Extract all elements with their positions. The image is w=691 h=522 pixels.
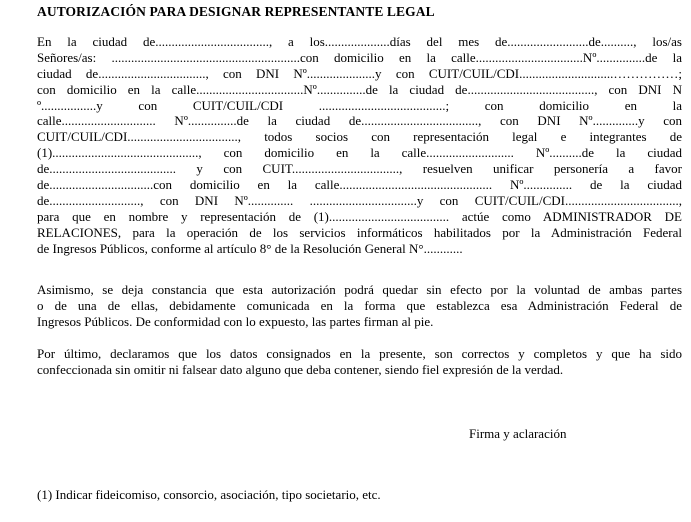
paragraph-line: de................................con domicilio en la calle............................................... Nº............... de la ciudad bbox=[37, 177, 682, 193]
signature-label: Firma y aclaración bbox=[469, 426, 567, 441]
paragraph-line: o de una de ellas, debidamente comunicada en la forma que establezca esa Administración Federal de bbox=[37, 297, 682, 313]
paragraph-line: En la ciudad de..................................., a los....................días del mes de.........................de.........., los/as bbox=[37, 34, 682, 49]
document-title: AUTORIZACIÓN PARA DESIGNAR REPRESENTANTE LEGAL bbox=[37, 4, 435, 19]
paragraph-line: CUIT/CUIL/CDI.................................., todos socios con representación legal e integrantes de bbox=[37, 129, 682, 145]
paragraph-line: calle............................. Nº...............de la ciudad de...................................., con DNI Nº..............y con bbox=[37, 113, 682, 129]
paragraph-line: Señores/as: ..........................................................con domicilio en la calle.................................Nº...............de la bbox=[37, 49, 682, 65]
paragraph-line: Por último, declaramos que los datos consignados en la presente, son correctos y completos y que ha sido bbox=[37, 346, 682, 361]
paragraph-line: Ingresos Públicos. De conformidad con lo expuesto, las partes firman al pie. bbox=[37, 313, 434, 329]
paragraph-line: º.................y con CUIT/CUIL/CDI .......................................; con domicilio en la bbox=[37, 97, 682, 113]
paragraph-line: confeccionada sin omitir ni falsear dato alguno que deba contener, siendo fiel expresión de la verdad. bbox=[37, 361, 564, 377]
paragraph-line: con domicilio en la calle.................................Nº...............de la ciudad de......................................., con DNI N bbox=[37, 81, 682, 97]
paragraph-line: de............................, con DNI Nº.............. .................................y con CUIT/CUIL/CDI..................................., bbox=[37, 192, 682, 208]
footnote: (1) Indicar fideicomiso, consorcio, asociación, tipo societario, etc. bbox=[37, 487, 381, 502]
paragraph-line: RELACIONES, para la operación de los servicios informáticos habilitados por la Administración Federal bbox=[37, 224, 682, 240]
authorization-paragraph bbox=[37, 34, 682, 256]
paragraph-line: (1)............................................., con domicilio en la calle........................... Nº..........de la ciudad bbox=[37, 145, 682, 161]
paragraph-line: ciudad de................................., con DNI Nº.....................y con CUIT/CUIL/CDI.............................……………; bbox=[37, 65, 682, 81]
declaration-paragraph bbox=[37, 346, 682, 378]
revocation-paragraph bbox=[37, 282, 682, 330]
paragraph-line: para que en nombre y representación de (1)..................................... actúe como ADMINISTRADOR DE bbox=[37, 208, 682, 224]
paragraph-line: de....................................... y con CUIT................................., resuelven unificar personería a favor bbox=[37, 161, 682, 177]
paragraph-line: de Ingresos Públicos, conforme al artículo 8° de la Resolución General N°............ bbox=[37, 240, 463, 256]
paragraph-line: Asimismo, se deja constancia que esta autorización podrá quedar sin efecto por la voluntad de ambas partes bbox=[37, 282, 682, 297]
